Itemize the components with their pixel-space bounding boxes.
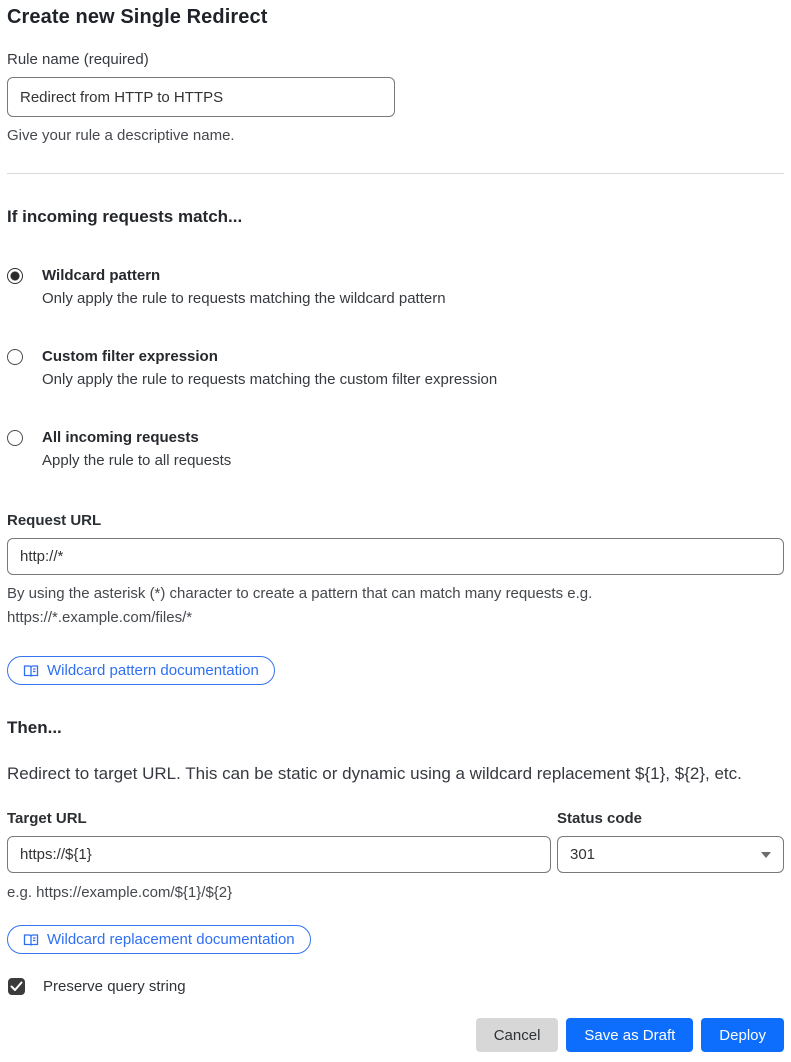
rule-name-label: Rule name (required) [7,51,149,68]
wildcard-pattern-doc-label: Wildcard pattern documentation [47,662,259,679]
rule-name-helper: Give your rule a descriptive name. [7,127,235,144]
request-url-helper [7,582,784,630]
wildcard-pattern-label: Wildcard pattern [42,267,161,284]
request-url-group [7,512,784,630]
all-requests-description: Apply the rule to all requests [42,452,232,469]
deploy-button[interactable]: Deploy [701,1018,784,1052]
custom-filter-label: Custom filter expression [42,348,218,365]
target-row [7,810,784,873]
all-requests-label: All incoming requests [42,429,199,446]
target-url-label: Target URL [7,810,87,827]
match-options-list [7,267,784,469]
then-description: Redirect to target URL. This can be static or dynamic using a wildcard replacement ${1}, ${2}, etc. [7,764,742,783]
save-as-draft-button[interactable]: Save as Draft [566,1018,693,1052]
preserve-query-row[interactable] [8,978,186,995]
section-divider [7,173,784,174]
request-url-input[interactable] [7,538,784,575]
cancel-button[interactable]: Cancel [476,1018,559,1052]
match-section-heading: If incoming requests match... [7,207,243,226]
footer-actions [7,1018,784,1052]
status-code-group [557,810,784,873]
radio-option-custom-filter[interactable] [7,348,784,388]
all-requests-radio[interactable] [7,430,23,446]
then-section-heading: Then... [7,718,62,737]
open-book-icon [23,932,39,948]
target-url-helper: e.g. https://example.com/${1}/${2} [7,884,233,901]
preserve-query-label: Preserve query string [43,978,186,995]
rule-name-input[interactable] [7,77,395,117]
custom-filter-description: Only apply the rule to requests matching the custom filter expression [42,371,498,388]
rule-name-group [7,51,784,148]
target-url-input[interactable] [7,836,551,873]
custom-filter-radio[interactable] [7,349,23,365]
status-code-select[interactable] [557,836,784,873]
wildcard-replacement-doc-label: Wildcard replacement documentation [47,931,295,948]
open-book-icon [23,663,39,679]
wildcard-pattern-doc-button[interactable] [7,656,275,685]
request-url-label: Request URL [7,512,102,529]
radio-option-wildcard-pattern[interactable] [7,267,784,307]
preserve-query-checkbox[interactable] [8,978,25,995]
target-url-group [7,810,551,873]
wildcard-pattern-radio[interactable] [7,268,23,284]
wildcard-replacement-doc-button[interactable] [7,925,311,954]
request-url-helper-line1: By using the asterisk (*) character to create a pattern that can match many requests e.g. [7,585,593,602]
status-code-label: Status code [557,810,643,827]
request-url-helper-line2: https://*.example.com/files/* [7,609,193,626]
create-redirect-form [7,6,784,1052]
status-code-select-wrap [557,836,784,873]
radio-option-all-requests[interactable] [7,429,784,469]
page-title: Create new Single Redirect [7,6,268,28]
wildcard-pattern-description: Only apply the rule to requests matching the wildcard pattern [42,290,446,307]
